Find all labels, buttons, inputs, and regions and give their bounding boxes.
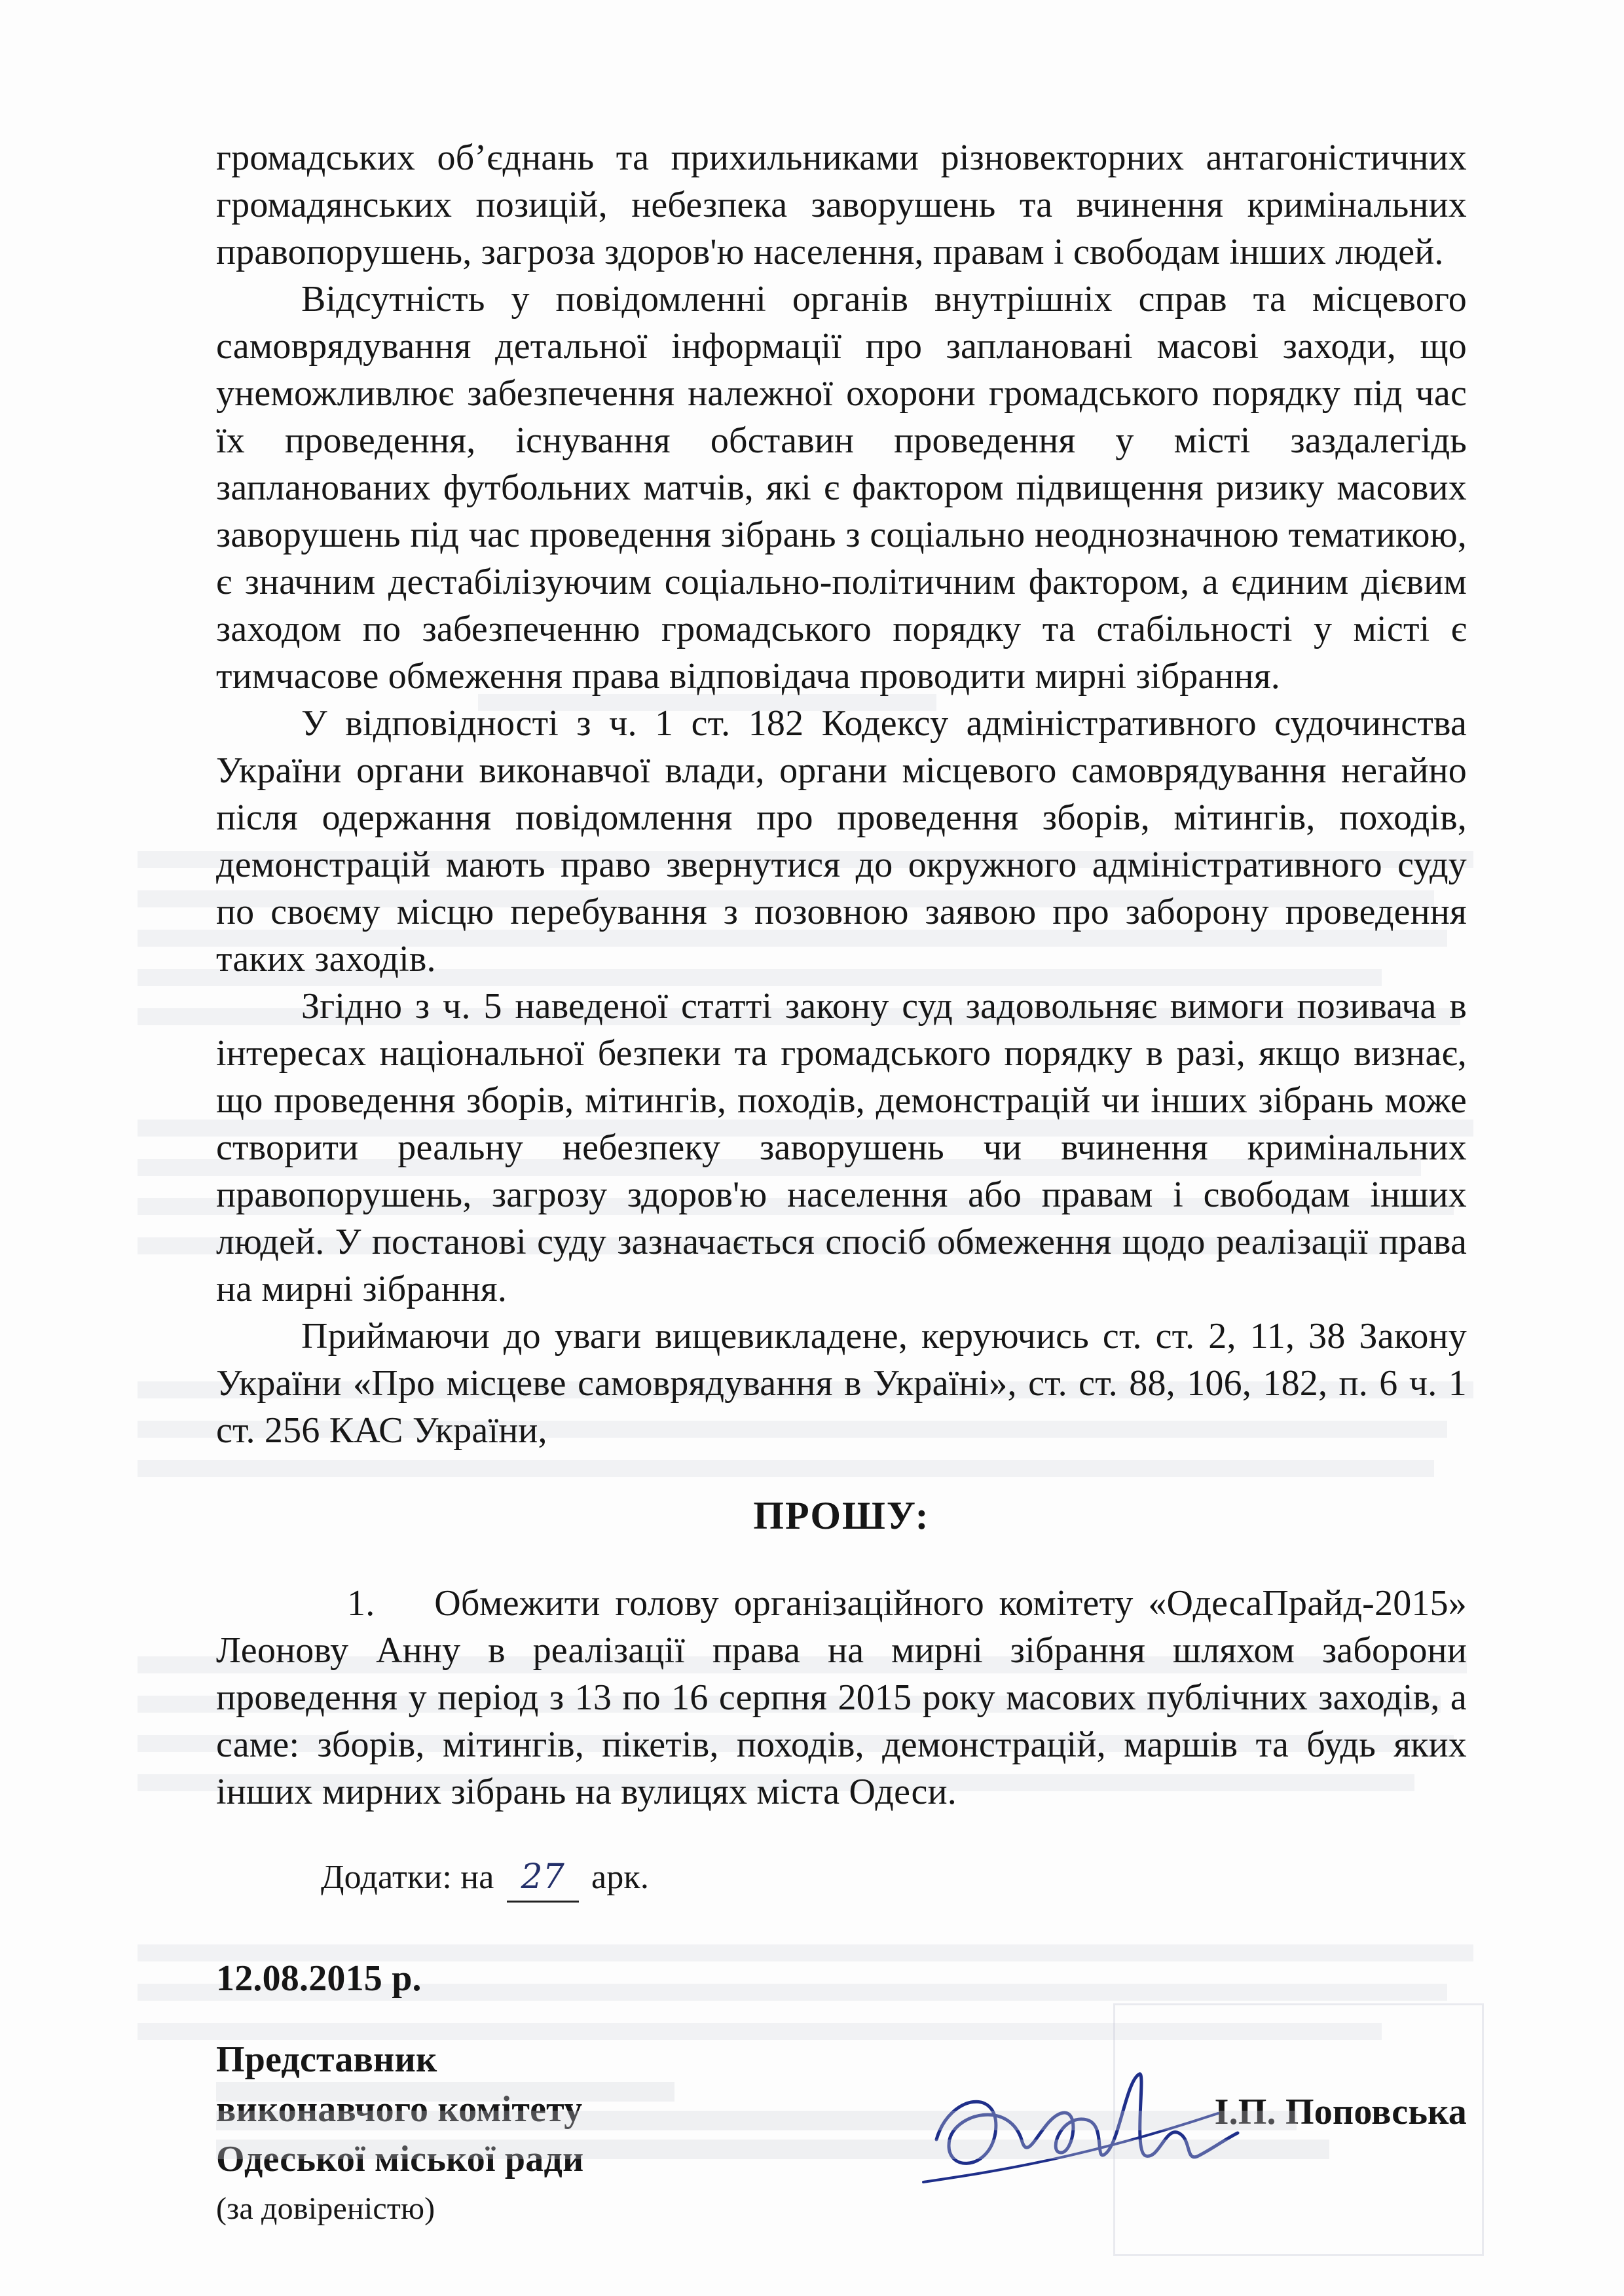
- paragraph-5: Приймаючи до уваги вищевикладене, керуючись ст. ст. 2, 11, 38 Закону України «Про місцеве самоврядування в Україні», ст. ст. 88, 106, 182, п. 6 ч. 1 ст. 256 КАС України,: [216, 1316, 1467, 1451]
- attachments-line: [321, 1853, 1467, 1903]
- signatory-name: І.П. Поповська: [1214, 2092, 1467, 2132]
- paragraph-4: Згідно з ч. 5 наведеної статті закону суд задовольняє вимоги позивача в інтересах національної безпеки та громадського порядку в разі, якщо визнає, що проведення зборів, мітингів, походів, демонстрацій чи інших зібрань може створити реальну небезпеку заворушень чи вчинення кримінальних правопорушень, загрозу здоров'ю населення або правам і свободам інших людей. У постанові суду зазначається спосіб обмеження щодо реалізації права на мирні зібрання.: [216, 986, 1467, 1309]
- document-date: 12.08.2015 р.: [216, 1958, 422, 1999]
- faint-footnotes: [216, 2082, 1460, 2159]
- signatory-note: (за довіреністю): [216, 2191, 435, 2226]
- document-body: [216, 134, 1467, 2234]
- paragraph-3: У відповідності з ч. 1 ст. 182 Кодексу адміністративного судочинства України органи виконавчої влади, органи місцевого самоврядування негайно після одержання повідомлення про проведення зборів, мітингів, походів, демонстрацій мають право звернутися до окружного адміністративного суду по своєму місцю перебування з позовною заявою про заборону проведення таких заходів.: [216, 703, 1467, 979]
- signatory-line-2: виконавчого комітету: [216, 2089, 583, 2130]
- paragraph-1: громадських об’єднань та прихильниками різновекторних антагоністичних громадянських позицій, небезпека заворушень та вчинення кримінальних правопорушень, загроза здоров'ю населення, правам і свободам інших людей.: [216, 137, 1467, 272]
- attachments-suffix: арк.: [591, 1859, 650, 1896]
- signatory-line-3: Одеської міської ради: [216, 2139, 584, 2179]
- attachments-count: 27: [507, 1853, 579, 1903]
- request-item-1: 1. Обмежити голову організаційного комітету «ОдесаПрайд-2015» Леонову Анну в реалізації права на мирні зібрання шляхом заборони проведення у період з 13 по 16 серпня 2015 року масових публічних заходів, а саме: зборів, мітингів, пікетів, походів, демонстрацій, маршів та будь яких інших мирних зібрань на вулицях міста Одеси.: [216, 1583, 1467, 1812]
- request-heading: ПРОШУ:: [753, 1494, 930, 1537]
- attachments-prefix: Додатки: на: [321, 1859, 494, 1896]
- signatory-line-1: Представник: [216, 2039, 437, 2080]
- paragraph-2: Відсутність у повідомленні органів внутрішніх справ та місцевого самоврядування детальної інформації про заплановані масові заходи, що унеможливлює забезпечення належної охорони громадського порядку під час їх проведення, існування обставин проведення у місті заздалегідь запланованих футбольних матчів, які є фактором підвищення ризику масових заворушень під час проведення зібрань з соціально неоднозначною тематикою, є значним дестабілізуючим соціально-політичним фактором, а єдиним дієвим заходом по забезпеченню громадського порядку та стабільності у місті є тимчасове обмеження права відповідача проводити мирні зібрання.: [216, 279, 1467, 697]
